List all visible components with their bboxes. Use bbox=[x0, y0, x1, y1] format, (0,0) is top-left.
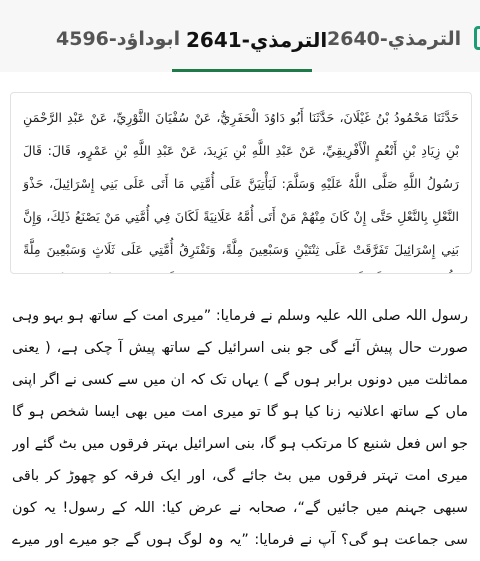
urdu-translation-text: رسول اللہ صلی اللہ علیہ وسلم نے فرمایا: ”میری امت کے ساتھ ہو بہو وہی صورت حال پیش آئے گی جو بنی اسرائیل کے ساتھ پیش آ چکی ہے، ( یعنی مماثلت میں دونوں برابر ہوں گے ) یہاں تک کہ ان میں سے کسی نے اگر اپنی ماں کے ساتھ اعلانیہ زنا کیا ہو گا تو میری امت میں بھی ایسا شخص ہو گا جو اس فعل شنیع کا مرتکب ہو گا، بنی اسرائیل بہتر فرقوں میں بٹ گئے اور میری امت تہتر فرقوں میں بٹ جائے گی، اور ایک فرقہ کو چھوڑ کر باقی سبھی جہنم میں جائیں گے“، صحابہ نے عرض کیا: اللہ کے رسول! یہ کون سی جماعت ہو گی؟ آپ نے فرمایا: ”یہ وہ لوگ ہوں گے جو میرے اور میرے bbox=[12, 308, 468, 548]
tab-tirmidhi-2641[interactable]: الترمذي-2641 bbox=[186, 28, 328, 52]
active-tab-indicator bbox=[172, 69, 312, 72]
arabic-hadith-box bbox=[10, 92, 472, 274]
tab-partial-right-icon[interactable] bbox=[468, 26, 480, 50]
tab-tirmidhi-2640[interactable]: الترمذي-2640 bbox=[327, 28, 462, 50]
arabic-hadith-text: حَدَّثَنَا مَحْمُودُ بْنُ غَيْلَانَ، حَدَّثَنَا أَبُو دَاوُدَ الْحَفَرِيُّ، عَنْ سُفْيَانَ الثَّوْرِيِّ، عَنْ عَبْدِ الرَّحْمَنِ بْنِ زِيَادِ بْنِ أَنْعُمٍ الْأَفْرِيقِيِّ، عَنْ عَبْدِ اللَّهِ بْنِ يَزِيدَ، عَنْ عَبْدِ اللَّهِ بْنِ عَمْرٍو، قَالَ: قَالَ رَسُولُ اللَّهِ صَلَّى اللَّهُ عَلَيْهِ وَسَلَّمَ: لَيَأْتِيَنَّ عَلَى أُمَّتِي مَا أَتَى عَلَى بَنِي إِسْرَائِيلَ، حَذْوَ النَّعْلِ بِالنَّعْلِ حَتَّى إِنْ كَانَ مِنْهُمْ مَنْ أَتَى أُمَّهُ عَلَانِيَةً لَكَانَ فِي أُمَّتِي مَنْ يَصْنَعُ ذَلِكَ، وَإِنَّ بَنِي إِسْرَائِيلَ تَفَرَّقَتْ عَلَى ثِنْتَيْنِ وَسَبْعِينَ مِلَّةً، وَتَفْتَرِقُ أُمَّتِي عَلَى ثَلَاثٍ وَسَبْعِينَ مِلَّةً bbox=[23, 110, 459, 257]
tab-abudawud-4596[interactable]: ابوداؤد-4596 bbox=[56, 28, 181, 50]
tab-bar bbox=[0, 0, 480, 72]
